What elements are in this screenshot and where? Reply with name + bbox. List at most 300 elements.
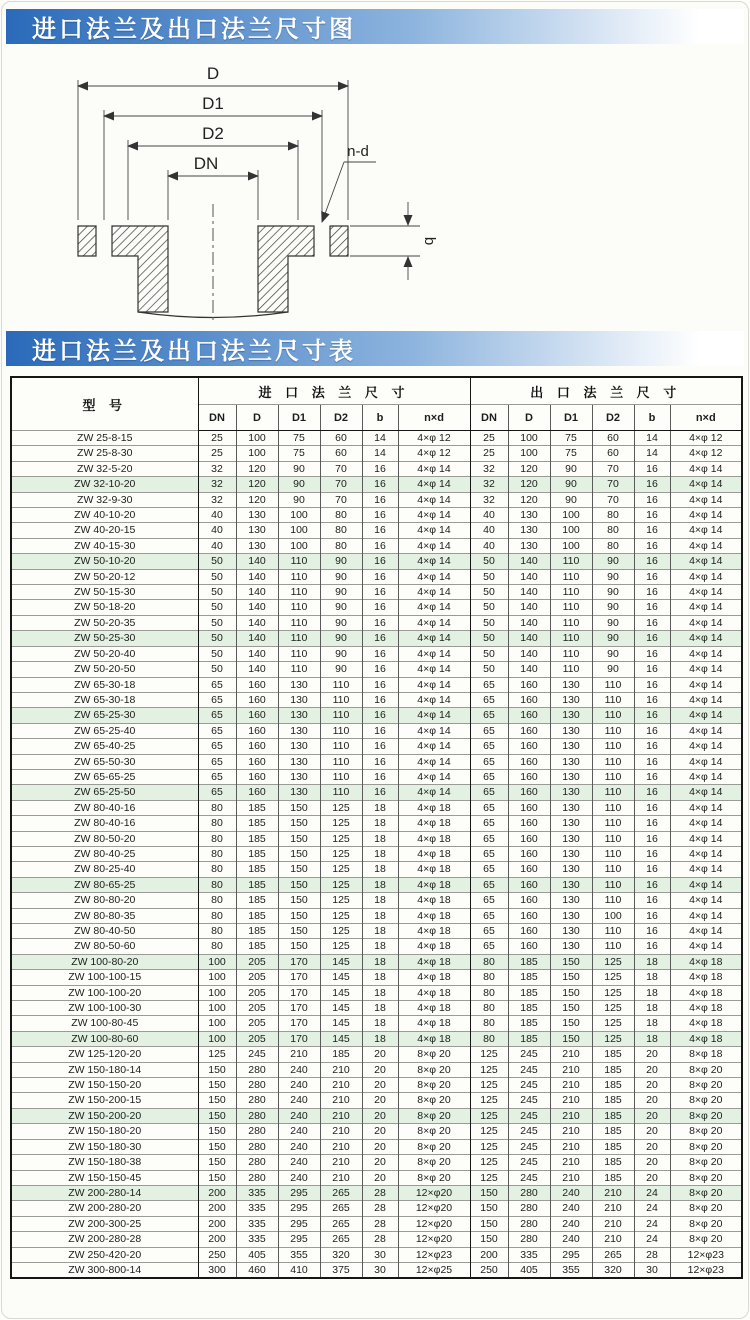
value-cell: 4×φ 14	[398, 739, 470, 754]
value-cell: 355	[550, 1262, 592, 1278]
value-cell: 80	[198, 908, 236, 923]
value-cell: 150	[198, 1170, 236, 1185]
value-cell: 4×φ 14	[670, 477, 742, 492]
value-cell: 4×φ 12	[670, 431, 742, 446]
value-cell: 65	[470, 723, 508, 738]
value-cell: 125	[320, 846, 362, 861]
value-cell: 18	[362, 1031, 398, 1046]
value-cell: 160	[508, 908, 550, 923]
value-cell: 280	[508, 1185, 550, 1200]
value-cell: 205	[236, 1001, 278, 1016]
value-cell: 205	[236, 970, 278, 985]
model-cell: ZW 100-100-30	[11, 1001, 198, 1016]
value-cell: 145	[320, 1016, 362, 1031]
value-cell: 16	[634, 831, 670, 846]
table-row	[11, 785, 742, 800]
table-row	[11, 985, 742, 1000]
value-cell: 90	[320, 569, 362, 584]
value-cell: 4×φ 18	[670, 954, 742, 969]
value-cell: 280	[236, 1062, 278, 1077]
value-cell: 110	[592, 677, 634, 692]
table-row	[11, 692, 742, 707]
value-cell: 210	[550, 1108, 592, 1123]
model-cell: ZW 50-20-12	[11, 569, 198, 584]
value-cell: 335	[508, 1247, 550, 1262]
value-cell: 20	[634, 1124, 670, 1139]
value-cell: 16	[362, 585, 398, 600]
value-cell: 30	[362, 1262, 398, 1278]
value-cell: 140	[508, 569, 550, 584]
value-cell: 355	[278, 1247, 320, 1262]
value-cell: 65	[470, 862, 508, 877]
table-row	[11, 723, 742, 738]
value-cell: 25	[198, 431, 236, 446]
value-cell: 80	[470, 1031, 508, 1046]
value-cell: 240	[278, 1139, 320, 1154]
value-cell: 28	[362, 1216, 398, 1231]
value-cell: 80	[470, 970, 508, 985]
value-cell: 280	[236, 1170, 278, 1185]
value-cell: 335	[236, 1232, 278, 1247]
value-cell: 250	[198, 1247, 236, 1262]
table-row	[11, 1001, 742, 1016]
value-cell: 18	[362, 846, 398, 861]
dim-label-DN: DN	[193, 154, 219, 173]
model-cell: ZW 50-25-30	[11, 631, 198, 646]
value-cell: 28	[634, 1247, 670, 1262]
value-cell: 65	[470, 739, 508, 754]
value-cell: 145	[320, 954, 362, 969]
model-cell: ZW 80-50-60	[11, 939, 198, 954]
value-cell: 18	[634, 954, 670, 969]
model-cell: ZW 100-100-15	[11, 970, 198, 985]
value-cell: 185	[236, 862, 278, 877]
value-cell: 16	[362, 769, 398, 784]
value-cell: 25	[470, 446, 508, 461]
value-cell: 4×φ 14	[670, 846, 742, 861]
value-cell: 90	[550, 461, 592, 476]
value-cell: 4×φ 14	[670, 692, 742, 707]
value-cell: 245	[236, 1047, 278, 1062]
value-cell: 40	[470, 538, 508, 553]
value-cell: 130	[278, 723, 320, 738]
value-cell: 185	[592, 1093, 634, 1108]
value-cell: 90	[592, 554, 634, 569]
value-cell: 65	[470, 831, 508, 846]
model-cell: ZW 150-150-45	[11, 1170, 198, 1185]
value-cell: 80	[198, 939, 236, 954]
value-cell: 130	[278, 739, 320, 754]
value-cell: 4×φ 18	[398, 1031, 470, 1046]
value-cell: 140	[236, 615, 278, 630]
value-cell: 140	[508, 554, 550, 569]
value-cell: 130	[550, 831, 592, 846]
value-cell: 16	[634, 862, 670, 877]
value-cell: 50	[198, 554, 236, 569]
model-cell: ZW 65-25-40	[11, 723, 198, 738]
value-cell: 8×φ 20	[398, 1108, 470, 1123]
value-cell: 16	[634, 615, 670, 630]
value-cell: 110	[592, 800, 634, 815]
table-row	[11, 1139, 742, 1154]
value-cell: 16	[362, 600, 398, 615]
value-cell: 90	[320, 585, 362, 600]
value-cell: 8×φ 20	[398, 1062, 470, 1077]
value-cell: 16	[362, 739, 398, 754]
value-cell: 80	[470, 1016, 508, 1031]
value-cell: 8×φ 20	[670, 1078, 742, 1093]
value-cell: 125	[470, 1093, 508, 1108]
value-cell: 280	[236, 1093, 278, 1108]
value-cell: 24	[634, 1232, 670, 1247]
model-cell: ZW 80-65-25	[11, 877, 198, 892]
model-cell: ZW 32-9-30	[11, 492, 198, 507]
value-cell: 295	[278, 1216, 320, 1231]
value-cell: 70	[592, 477, 634, 492]
value-cell: 16	[362, 692, 398, 707]
value-cell: 185	[508, 970, 550, 985]
model-cell: ZW 50-15-30	[11, 585, 198, 600]
value-cell: 12×φ23	[670, 1247, 742, 1262]
value-cell: 130	[550, 708, 592, 723]
value-cell: 90	[592, 600, 634, 615]
value-cell: 110	[278, 646, 320, 661]
value-cell: 140	[236, 662, 278, 677]
value-cell: 20	[634, 1093, 670, 1108]
value-cell: 210	[320, 1078, 362, 1093]
value-cell: 280	[236, 1108, 278, 1123]
model-cell: ZW 50-20-40	[11, 646, 198, 661]
header-inlet-dn: DN	[198, 405, 236, 431]
value-cell: 20	[362, 1108, 398, 1123]
value-cell: 24	[634, 1216, 670, 1231]
value-cell: 4×φ 12	[398, 446, 470, 461]
value-cell: 80	[470, 1001, 508, 1016]
value-cell: 160	[236, 677, 278, 692]
value-cell: 18	[362, 924, 398, 939]
value-cell: 210	[278, 1047, 320, 1062]
value-cell: 140	[236, 646, 278, 661]
header-inlet-b: b	[362, 405, 398, 431]
table-row	[11, 1201, 742, 1216]
value-cell: 150	[278, 816, 320, 831]
value-cell: 210	[550, 1078, 592, 1093]
value-cell: 240	[278, 1155, 320, 1170]
value-cell: 240	[278, 1093, 320, 1108]
value-cell: 50	[470, 662, 508, 677]
value-cell: 130	[550, 908, 592, 923]
value-cell: 185	[592, 1078, 634, 1093]
value-cell: 110	[592, 739, 634, 754]
table-row	[11, 769, 742, 784]
value-cell: 20	[362, 1124, 398, 1139]
model-cell: ZW 50-18-20	[11, 600, 198, 615]
value-cell: 80	[198, 877, 236, 892]
value-cell: 4×φ 18	[670, 1016, 742, 1031]
table-row	[11, 800, 742, 815]
value-cell: 110	[592, 816, 634, 831]
value-cell: 4×φ 14	[670, 862, 742, 877]
model-cell: ZW 80-50-20	[11, 831, 198, 846]
table-row	[11, 1185, 742, 1200]
value-cell: 110	[592, 831, 634, 846]
value-cell: 8×φ 20	[398, 1139, 470, 1154]
value-cell: 4×φ 14	[398, 708, 470, 723]
value-cell: 80	[320, 508, 362, 523]
value-cell: 185	[592, 1170, 634, 1185]
value-cell: 145	[320, 1031, 362, 1046]
value-cell: 150	[198, 1139, 236, 1154]
value-cell: 18	[362, 862, 398, 877]
table-row	[11, 893, 742, 908]
value-cell: 90	[320, 615, 362, 630]
value-cell: 210	[320, 1155, 362, 1170]
value-cell: 100	[198, 985, 236, 1000]
value-cell: 16	[362, 569, 398, 584]
value-cell: 16	[634, 816, 670, 831]
value-cell: 60	[592, 446, 634, 461]
value-cell: 125	[592, 954, 634, 969]
value-cell: 16	[362, 754, 398, 769]
table-title-banner	[6, 331, 744, 366]
value-cell: 50	[470, 569, 508, 584]
value-cell: 150	[278, 862, 320, 877]
value-cell: 130	[278, 692, 320, 707]
value-cell: 125	[320, 831, 362, 846]
value-cell: 110	[550, 615, 592, 630]
header-inlet-d1: D1	[278, 405, 320, 431]
value-cell: 4×φ 14	[670, 600, 742, 615]
value-cell: 335	[236, 1185, 278, 1200]
value-cell: 16	[362, 723, 398, 738]
model-cell: ZW 200-280-28	[11, 1232, 198, 1247]
value-cell: 245	[508, 1139, 550, 1154]
value-cell: 30	[634, 1262, 670, 1278]
value-cell: 245	[508, 1155, 550, 1170]
value-cell: 16	[362, 615, 398, 630]
value-cell: 130	[278, 769, 320, 784]
value-cell: 4×φ 14	[398, 754, 470, 769]
value-cell: 110	[592, 708, 634, 723]
table-row	[11, 600, 742, 615]
value-cell: 8×φ 20	[670, 1170, 742, 1185]
value-cell: 16	[634, 600, 670, 615]
value-cell: 185	[508, 985, 550, 1000]
value-cell: 4×φ 14	[398, 785, 470, 800]
value-cell: 50	[470, 600, 508, 615]
value-cell: 4×φ 14	[670, 538, 742, 553]
model-cell: ZW 125-120-20	[11, 1047, 198, 1062]
value-cell: 4×φ 18	[398, 970, 470, 985]
value-cell: 90	[592, 631, 634, 646]
value-cell: 110	[550, 662, 592, 677]
value-cell: 130	[550, 677, 592, 692]
value-cell: 50	[470, 585, 508, 600]
value-cell: 80	[320, 538, 362, 553]
value-cell: 125	[592, 1016, 634, 1031]
value-cell: 65	[470, 800, 508, 815]
value-cell: 4×φ 14	[670, 508, 742, 523]
value-cell: 210	[550, 1047, 592, 1062]
value-cell: 65	[470, 877, 508, 892]
value-cell: 8×φ 20	[398, 1093, 470, 1108]
value-cell: 90	[320, 646, 362, 661]
value-cell: 28	[362, 1232, 398, 1247]
table-row	[11, 662, 742, 677]
value-cell: 160	[508, 677, 550, 692]
value-cell: 4×φ 18	[398, 954, 470, 969]
value-cell: 130	[550, 877, 592, 892]
value-cell: 210	[550, 1139, 592, 1154]
value-cell: 16	[634, 877, 670, 892]
value-cell: 60	[320, 446, 362, 461]
value-cell: 18	[634, 1031, 670, 1046]
value-cell: 100	[198, 970, 236, 985]
value-cell: 160	[508, 754, 550, 769]
value-cell: 4×φ 18	[398, 1001, 470, 1016]
value-cell: 210	[550, 1093, 592, 1108]
value-cell: 210	[550, 1170, 592, 1185]
value-cell: 4×φ 14	[670, 461, 742, 476]
value-cell: 4×φ 18	[398, 924, 470, 939]
value-cell: 80	[592, 538, 634, 553]
value-cell: 100	[198, 1031, 236, 1046]
value-cell: 335	[236, 1216, 278, 1231]
value-cell: 4×φ 18	[670, 1031, 742, 1046]
value-cell: 4×φ 14	[670, 893, 742, 908]
value-cell: 130	[508, 538, 550, 553]
value-cell: 130	[236, 523, 278, 538]
value-cell: 16	[634, 538, 670, 553]
table-row	[11, 816, 742, 831]
value-cell: 70	[592, 461, 634, 476]
table-row	[11, 846, 742, 861]
header-inlet-d: D	[236, 405, 278, 431]
value-cell: 240	[550, 1185, 592, 1200]
table-row	[11, 569, 742, 584]
value-cell: 4×φ 14	[398, 585, 470, 600]
value-cell: 14	[634, 431, 670, 446]
value-cell: 130	[550, 939, 592, 954]
value-cell: 4×φ 14	[398, 538, 470, 553]
value-cell: 16	[634, 585, 670, 600]
value-cell: 130	[550, 739, 592, 754]
value-cell: 18	[362, 985, 398, 1000]
value-cell: 130	[550, 893, 592, 908]
value-cell: 90	[278, 461, 320, 476]
value-cell: 18	[362, 800, 398, 815]
value-cell: 170	[278, 970, 320, 985]
value-cell: 4×φ 14	[398, 723, 470, 738]
model-cell: ZW 150-180-14	[11, 1062, 198, 1077]
value-cell: 70	[320, 477, 362, 492]
value-cell: 150	[470, 1185, 508, 1200]
value-cell: 280	[236, 1155, 278, 1170]
value-cell: 4×φ 18	[670, 970, 742, 985]
value-cell: 12×φ23	[398, 1247, 470, 1262]
value-cell: 130	[236, 508, 278, 523]
value-cell: 75	[550, 431, 592, 446]
value-cell: 295	[278, 1185, 320, 1200]
value-cell: 65	[198, 769, 236, 784]
value-cell: 18	[362, 1016, 398, 1031]
value-cell: 125	[320, 800, 362, 815]
value-cell: 18	[634, 985, 670, 1000]
value-cell: 32	[470, 461, 508, 476]
model-cell: ZW 200-280-20	[11, 1201, 198, 1216]
header-outlet-d2: D2	[592, 405, 634, 431]
value-cell: 4×φ 14	[398, 600, 470, 615]
dim-label-nd: n-d	[347, 143, 369, 160]
value-cell: 16	[362, 492, 398, 507]
value-cell: 4×φ 18	[398, 893, 470, 908]
value-cell: 18	[634, 970, 670, 985]
value-cell: 4×φ 14	[670, 769, 742, 784]
value-cell: 4×φ 14	[670, 924, 742, 939]
value-cell: 140	[236, 585, 278, 600]
value-cell: 16	[634, 708, 670, 723]
value-cell: 12×φ25	[398, 1262, 470, 1278]
value-cell: 8×φ 20	[398, 1078, 470, 1093]
value-cell: 150	[278, 846, 320, 861]
value-cell: 4×φ 14	[670, 585, 742, 600]
value-cell: 125	[320, 924, 362, 939]
value-cell: 16	[634, 754, 670, 769]
value-cell: 4×φ 14	[670, 831, 742, 846]
value-cell: 125	[320, 816, 362, 831]
value-cell: 16	[634, 800, 670, 815]
table-row	[11, 646, 742, 661]
value-cell: 40	[198, 523, 236, 538]
dim-label-D2: D2	[202, 124, 224, 143]
value-cell: 28	[362, 1185, 398, 1200]
value-cell: 245	[508, 1062, 550, 1077]
value-cell: 120	[508, 477, 550, 492]
value-cell: 80	[198, 800, 236, 815]
value-cell: 210	[550, 1124, 592, 1139]
table-row	[11, 615, 742, 630]
value-cell: 160	[236, 754, 278, 769]
value-cell: 65	[470, 754, 508, 769]
value-cell: 295	[550, 1247, 592, 1262]
table-row	[11, 477, 742, 492]
value-cell: 14	[362, 431, 398, 446]
value-cell: 20	[634, 1078, 670, 1093]
value-cell: 280	[236, 1078, 278, 1093]
value-cell: 18	[362, 831, 398, 846]
value-cell: 4×φ 18	[398, 939, 470, 954]
value-cell: 125	[470, 1124, 508, 1139]
value-cell: 50	[198, 585, 236, 600]
value-cell: 16	[362, 631, 398, 646]
table-row	[11, 1031, 742, 1046]
table-row	[11, 1062, 742, 1077]
value-cell: 130	[550, 769, 592, 784]
value-cell: 110	[592, 893, 634, 908]
value-cell: 405	[236, 1247, 278, 1262]
value-cell: 16	[634, 769, 670, 784]
value-cell: 150	[550, 954, 592, 969]
value-cell: 50	[470, 554, 508, 569]
model-cell: ZW 100-80-20	[11, 954, 198, 969]
value-cell: 210	[320, 1062, 362, 1077]
value-cell: 160	[508, 862, 550, 877]
value-cell: 90	[592, 585, 634, 600]
table-row	[11, 631, 742, 646]
value-cell: 210	[320, 1093, 362, 1108]
table-row	[11, 508, 742, 523]
value-cell: 170	[278, 954, 320, 969]
